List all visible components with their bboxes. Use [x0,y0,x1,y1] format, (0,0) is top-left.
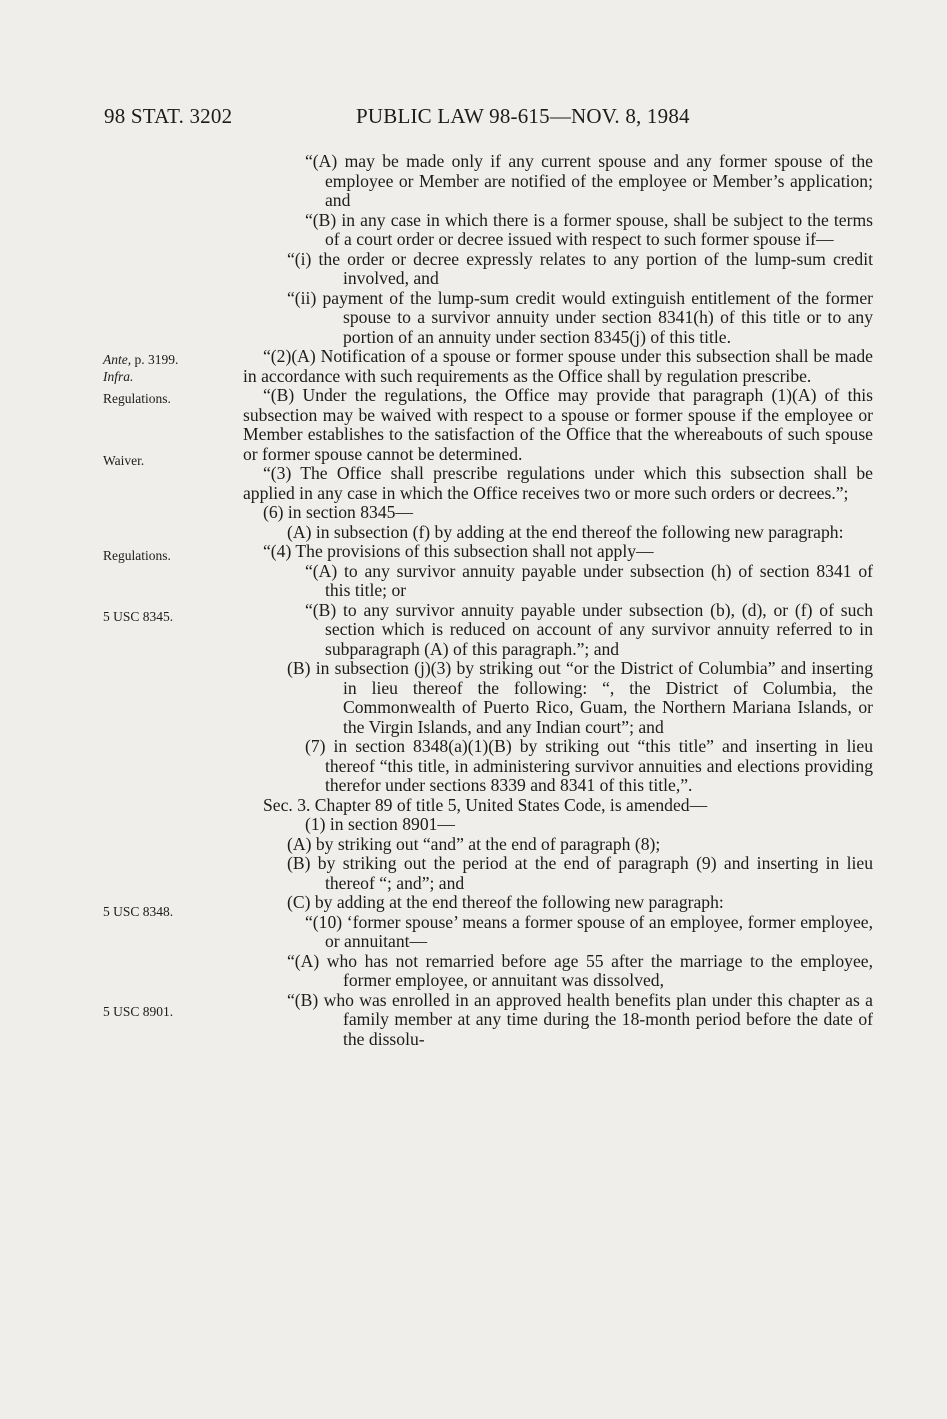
paragraph: “(B) in any case in which there is a former spouse, shall be subject to the terms of a court order or decree issued with respect to such former spouse if— [305,209,873,249]
paragraph: “(B) Under the regulations, the Office may provide that paragraph (1)(A) of this subsection may be waived with respect to a spouse or former spouse if the employee or Member establishes to the satisfaction of the Office that the whereabouts of such spouse or former spouse cannot be determined. [243,385,873,464]
paragraph: “(2)(A) Notification of a spouse or former spouse under this subsection shall be made in accordance with such requirements as the Office shall by regulation prescribe. [243,346,873,386]
margin-note-usc-8348: 5 USC 8348. [103,904,174,919]
section-heading: Sec. 3. Chapter 89 of title 5, United States Code, is amended— [263,794,708,815]
paragraph: “(A) may be made only if any current spouse and any former spouse of the employee or Member are notified of the employee or Member’s application; and [305,151,873,210]
stat-reference: 98 STAT. 3202 [104,104,233,128]
paragraph: (6) in section 8345— [263,502,414,522]
margin-note-infra: Infra. [103,369,134,384]
paragraph: “(B) to any survivor annuity payable under subsection (b), (d), or (f) of such section which is reduced on account of any survivor annuity referred to in subparagraph (A) of this paragraph.”; and [305,599,873,659]
statute-body [243,152,873,1049]
paragraph: (C) by adding at the end thereof the following new paragraph: [287,892,724,912]
paragraph: “(3) The Office shall prescribe regulations under which this subsection shall be applied in any case in which the Office receives two or more such orders or decrees.”; [243,463,873,503]
margin-note-usc-8901: 5 USC 8901. [103,1004,174,1019]
margin-notes [0,0,240,1419]
law-title: PUBLIC LAW 98-615—NOV. 8, 1984 [356,104,690,128]
margin-note-waiver: Waiver. [103,453,145,468]
paragraph: (1) in section 8901— [305,814,456,834]
paragraph: “(ii) payment of the lump-sum credit would extinguish entitlement of the former spouse to a survivor annuity under section 8341(h) of this title or to any portion of an annuity under section 8345(j) of this title. [287,287,873,347]
paragraph: “(i) the order or decree expressly relates to any portion of the lump-sum credit involved, and [287,248,873,288]
paragraph: “(4) The provisions of this subsection shall not apply— [263,541,654,561]
paragraph: (A) by striking out “and” at the end of paragraph (8); [287,833,661,854]
margin-note-ante: Ante, p. 3199. [103,352,179,367]
paragraph: (B) in subsection (j)(3) by striking out “or the District of Columbia” and inserting in lieu thereof the following: “, the District of Columbia, the Commonwealth of Puerto Rico, Guam, the Northern Mariana Islands, or the Virgin Islands, and any Indian court”; and [287,658,873,737]
margin-note-regulations: Regulations. [103,548,171,563]
paragraph: “(10) ‘former spouse’ means a former spouse of an employee, former employee, or annuitant— [305,911,873,951]
paragraph: (7) in section 8348(a)(1)(B) by striking out “this title” and inserting in lieu thereof “this title, in administering survivor annuities and elections providing therefor under sections 8339 and 8341 of this title,”. [305,736,873,795]
paragraph: (A) in subsection (f) by adding at the end thereof the following new paragraph: [287,521,844,542]
paragraph: “(A) who has not remarried before age 55 after the marriage to the employee, former employee, or annuitant was dissolved, [287,950,873,990]
paragraph: (B) by striking out the period at the end of paragraph (9) and inserting in lieu thereof “; and”; and [287,853,873,893]
margin-note-regulations: Regulations. [103,391,171,406]
paragraph: “(B) who was enrolled in an approved health benefits plan under this chapter as a family member at any time during the 18-month period before the date of the dissolu- [287,989,873,1049]
paragraph: “(A) to any survivor annuity payable under subsection (h) of section 8341 of this title; or [305,560,873,600]
margin-note-usc-8345: 5 USC 8345. [103,609,174,624]
